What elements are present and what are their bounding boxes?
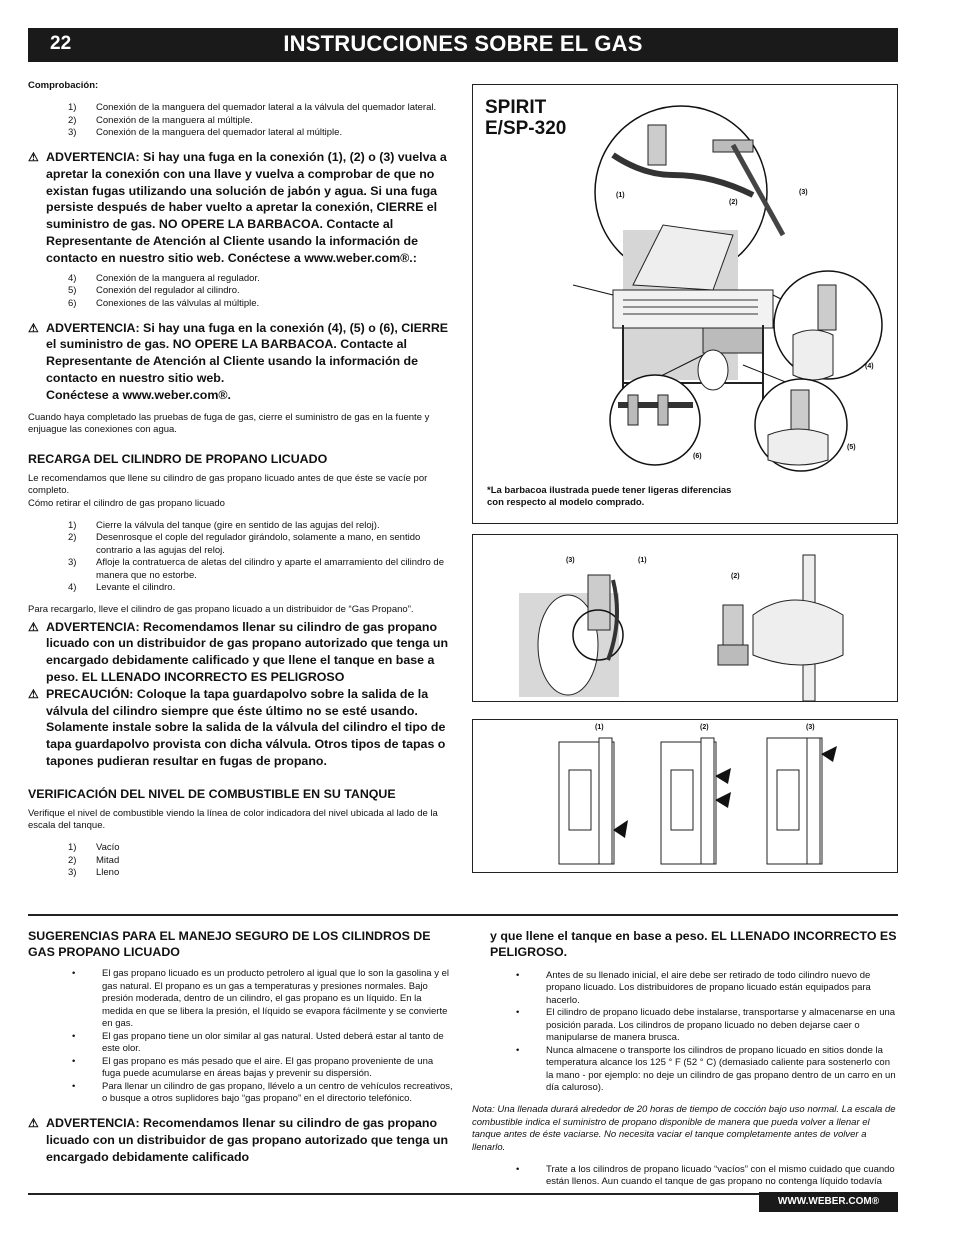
list-item: 3) Afloje la contratuerca de aletas del cilindro y aparte el amarramiento del cilindro de manera que no estorbe.	[68, 557, 444, 581]
section-divider	[28, 914, 898, 916]
warning-icon: ⚠	[28, 619, 39, 634]
list-item: • Para llenar un cilindro de gas propano, llévelo a un centro de vehículos recreativos, o busque a otros suplidores bajo “gas propano” en el directorio telefónico.	[72, 1080, 453, 1104]
refill-caution: ⚠ PRECAUCIÓN: Coloque la tapa guardapolvo sobre la salida de la válvula del cilindro siempre que éste último no se esté usando. Solamente instale sobre la salida de la válvula del cilindro el tipo de tapa guardapolvo provista con dicha válvula. Otros tipos de tapas o tapones pudieran resultar en fugas de propano.	[28, 686, 446, 768]
closing-text: Cuando haya completado las pruebas de fuga de gas, cierre el suministro de gas en la fuente y enjuague las conexiones con agua.	[28, 411, 430, 436]
warning-2: ⚠ ADVERTENCIA: Si hay una fuga en la conexión (4), (5) o (6), CIERRE el suministro de gas. NO OPERE LA BARBACOA. Contacte al Representante de Atención al Cliente usando la información de contacto en nuestro sitio web. Conéctese a www.weber.com®.	[28, 320, 449, 402]
grill-illustration	[473, 85, 897, 523]
tips-note: Nota: Una llenada durará alrededor de 20 horas de tiempo de cocción bajo uso normal. La escala de combustible indica el suministro de propano disponible de manera que pueda volver a llenar el tanque antes de éste vaciarse. No necesita vaciar el tanque completamente antes de volver a llenarlo.	[472, 1104, 896, 1153]
tips-left-column	[28, 928, 453, 1165]
page-title: INSTRUCCIONES SOBRE EL GAS	[283, 31, 643, 56]
figure-fuel-gauge: (1) (2) (3)	[472, 719, 898, 873]
refill-recharge: Para recargarlo, lleve el cilindro de gas propano licuado a un distribuidor de “Gas Propano”.	[28, 604, 414, 616]
footer-url: WWW.WEBER.COM®	[759, 1192, 898, 1212]
refill-intro-1: Le recomendamos que llene su cilindro de gas propano licuado antes de que éste se vacíe por completo.	[28, 472, 428, 497]
list-item: • Antes de su llenado inicial, el aire debe ser retirado de todo cilindro nuevo de propano licuado. Los distribuidores de propano licuado están equipados para hacerlo.	[516, 969, 871, 1006]
level-heading: VERIFICACIÓN DEL NIVEL DE COMBUSTIBLE EN SU TANQUE	[28, 786, 396, 801]
page-number: 22	[50, 33, 72, 54]
check-list-2	[28, 273, 453, 311]
tips-list-1	[28, 968, 453, 1106]
list-item: 4) Conexión de la manguera al regulador.	[68, 272, 260, 284]
warning-icon: ⚠	[28, 320, 39, 335]
list-item: 4) Levante el cilindro.	[68, 582, 176, 594]
list-item: 2) Mitad	[68, 854, 120, 866]
list-item: 3) Lleno	[68, 867, 120, 879]
list-item: 3) Conexión de la manguera del quemador lateral al múltiple.	[68, 127, 343, 138]
warning-1: ⚠ ADVERTENCIA: Si hay una fuga en la conexión (1), (2) o (3) vuelva a apretar la conexión con una llave y vuelva a comprobar de que no existan fugas utilizando una solución de jabón y agua. Si una fuga persiste después de haber vuelto a apretar la conexión, CIERRE el suministro de gas. NO OPERE LA BARBACOA. Contacte al Representante de Atención al Cliente usando la información de contacto en nuestro sitio web. Conéctese a www.weber.com®.:	[28, 150, 447, 265]
refill-steps	[28, 520, 453, 595]
list-item: • Nunca almacene o transporte los cilindros de propano licuado en sitios donde la temperatura alcance los 125 ° F (52 ° C) (demasiado caliente para sostenerlo con la mano - por ejemplo: no deje un cilindro de gas propano dentro de un carro en un día caluroso).	[516, 1044, 896, 1093]
list-item: • Trate a los cilindros de propano licuado “vacíos” con el mismo cuidado que cuando están llenos. Aun cuando el tanque de gas propano no contenga líquido todavía	[516, 1163, 895, 1187]
level-list	[28, 842, 453, 880]
figure-cylinder-removal: (3) (1) (2)	[472, 534, 898, 702]
list-item: 2) Conexión de la manguera al múltiple.	[68, 114, 253, 126]
warning-icon: ⚠	[28, 686, 39, 701]
tips-right-column	[472, 928, 898, 1198]
page-header	[28, 28, 898, 62]
list-item: • El gas propano es más pesado que el aire. El gas propano proveniente de una fuga puede acumularse en áreas bajas y prevenir su dispersión.	[72, 1055, 434, 1079]
tips-list-3	[472, 1164, 898, 1189]
check-title: Comprobación:	[28, 80, 99, 91]
list-item: • El gas propano licuado es un producto petrolero al igual que lo son la gasolina y el gas natural. El propano es un gas a temperaturas y presiones normales. Bajo presión moderada, dentro de un cilindro, el gas propano es un líquido. En la medida en que se libera la presión, el líquido se evapora fácilmente y se convierte en gas.	[72, 968, 449, 1029]
list-item: 1) Conexión de la manguera del quemador lateral a la válvula del quemador lateral.	[68, 102, 437, 113]
tips-heading: SUGERENCIAS PARA EL MANEJO SEGURO DE LOS CILINDROS DE GAS PROPANO LICUADO	[28, 929, 431, 959]
list-item: 5) Conexión del regulador al cilindro.	[68, 285, 240, 297]
list-item: • El cilindro de propano licuado debe instalarse, transportarse y almacenarse en una posición parada. Los cilindros de propano licuado no deben dejarse caer o manipularse de manera brusca.	[516, 1007, 896, 1043]
list-item: 6) Conexiones de las válvulas al múltiple.	[68, 297, 260, 309]
list-item: 1) Cierre la válvula del tanque (gire en sentido de las agujas del reloj).	[68, 519, 380, 531]
figure-note: *La barbacoa ilustrada puede tener ligeras diferencias con respecto al modelo comprado.	[487, 485, 732, 508]
left-column	[28, 80, 453, 889]
model-name: SPIRIT E/SP-320	[485, 97, 567, 139]
refill-intro-2: Cómo retirar el cilindro de gas propano licuado	[28, 497, 225, 509]
level-text: Verifique el nivel de combustible viendo la línea de color indicadora del nivel ubicada al lado de la escala del tanque.	[28, 807, 438, 832]
check-list-1	[28, 102, 453, 140]
warning-icon: ⚠	[28, 1116, 39, 1130]
tips-warning: ⚠ ADVERTENCIA: Recomendamos llenar su cilindro de gas propano licuado con un distribuidor de gas propano autorizado que tenga un encargado debidamente calificado	[28, 1116, 449, 1164]
cylinder-illustration	[473, 535, 897, 701]
list-item: • El gas propano tiene un olor similar al gas natural. Usted deberá estar al tanto de este olor.	[72, 1030, 444, 1054]
tips-list-2	[472, 970, 898, 1095]
list-item: 1) Vacío	[68, 842, 120, 854]
tips-warning-cont: y que llene el tanque en base a peso. EL LLENADO INCORRECTO ES PELIGROSO.	[490, 929, 897, 959]
figure-grill-leak-check: SPIRIT E/SP-320 (1) (2) (3) (4) (5) (6) *La barbacoa ilustrada puede tener ligeras diferencias con respecto al modelo comprado.	[472, 84, 898, 524]
refill-warning: ⚠ ADVERTENCIA: Recomendamos llenar su cilindro de gas propano licuado con un distribuidor de gas propano autorizado que tenga un encargado debidamente calificado y que llene el tanque en base a peso. EL LLENADO INCORRECTO ES PELIGROSO	[28, 619, 449, 684]
list-item: 2) Desenrosque el cople del regulador girándolo, solamente a mano, en sentido contrario a las agujas del reloj.	[68, 532, 421, 556]
warning-icon: ⚠	[28, 150, 39, 164]
fuel-gauge-illustration	[473, 720, 897, 872]
refill-heading: RECARGA DEL CILINDRO DE PROPANO LICUADO	[28, 451, 328, 466]
